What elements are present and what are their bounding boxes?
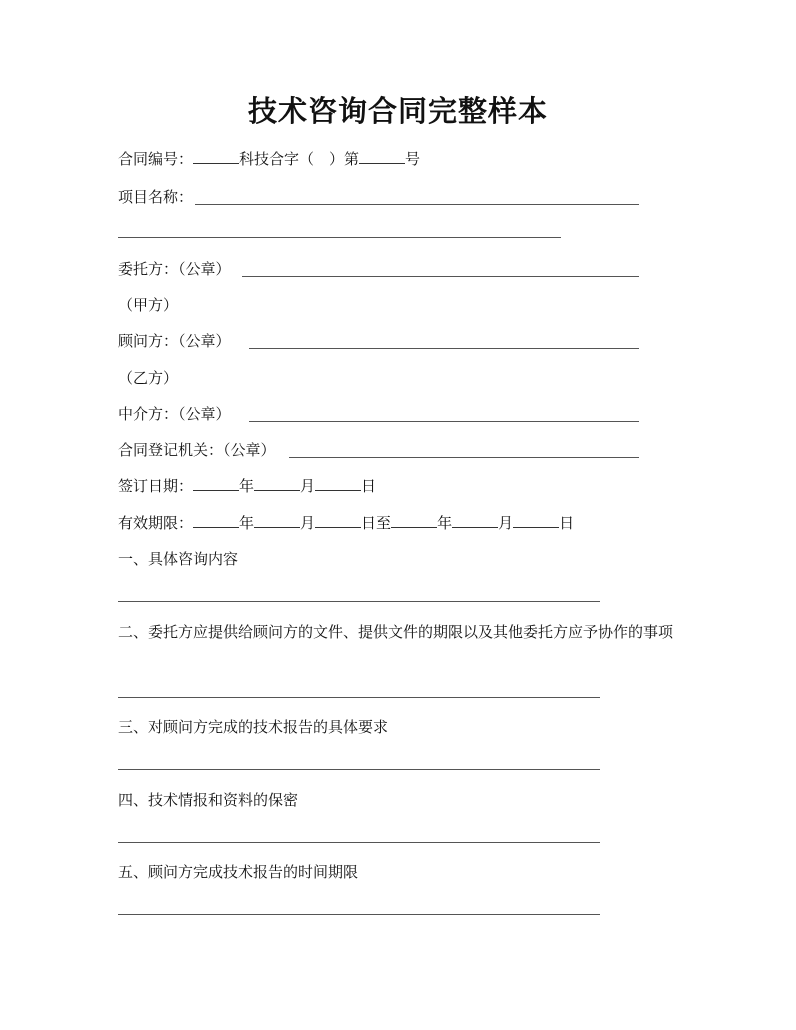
client-role: （甲方） xyxy=(118,296,179,314)
section-5-heading: 五、顾问方完成技术报告的时间期限 xyxy=(118,863,359,881)
project-name-blank-continued[interactable] xyxy=(118,237,561,238)
validity-label: 有效期限： xyxy=(118,514,194,532)
validity-end-month-blank[interactable] xyxy=(452,512,498,528)
validity-end-month-unit: 月 xyxy=(498,514,514,532)
sign-date-row xyxy=(118,475,376,497)
validity-end-day-unit: 日 xyxy=(559,514,575,532)
sign-month-blank[interactable] xyxy=(254,475,300,491)
sign-day-unit: 日 xyxy=(361,477,377,495)
section-4-heading: 四、技术情报和资料的保密 xyxy=(118,791,299,809)
project-name-label: 项目名称： xyxy=(118,188,194,206)
validity-end-year-unit: 年 xyxy=(437,514,453,532)
section-5-blank[interactable] xyxy=(118,914,600,915)
intermediary-blank[interactable] xyxy=(249,421,639,422)
validity-start-day-blank[interactable] xyxy=(315,512,361,528)
contract-serial-blank[interactable] xyxy=(359,148,405,164)
contract-number-label: 合同编号： xyxy=(118,150,194,168)
sign-month-unit: 月 xyxy=(300,477,316,495)
consultant-label: 顾问方：（公章） xyxy=(118,332,231,350)
sign-year-blank[interactable] xyxy=(193,475,239,491)
validity-start-day-unit: 日至 xyxy=(361,514,392,532)
consultant-blank[interactable] xyxy=(249,348,639,349)
registry-blank[interactable] xyxy=(289,457,639,458)
sign-year-unit: 年 xyxy=(239,477,255,495)
client-blank[interactable] xyxy=(242,276,639,277)
section-2-blank[interactable] xyxy=(118,697,600,698)
section-3-heading: 三、对顾问方完成的技术报告的具体要求 xyxy=(118,718,389,736)
validity-start-month-blank[interactable] xyxy=(254,512,300,528)
sign-day-blank[interactable] xyxy=(315,475,361,491)
document-title: 技术咨询合同完整样本 xyxy=(247,94,548,128)
intermediary-label: 中介方：（公章） xyxy=(118,405,231,423)
sign-date-label: 签订日期： xyxy=(118,477,194,495)
consultant-role: （乙方） xyxy=(118,369,179,387)
validity-end-year-blank[interactable] xyxy=(391,512,437,528)
section-3-blank[interactable] xyxy=(118,769,600,770)
validity-end-day-blank[interactable] xyxy=(513,512,559,528)
project-name-blank[interactable] xyxy=(195,204,639,205)
contract-number-middle: 科技合字（ ）第 xyxy=(239,150,360,168)
client-label: 委托方：（公章） xyxy=(118,260,231,278)
validity-start-year-blank[interactable] xyxy=(193,512,239,528)
contract-number-suffix: 号 xyxy=(405,150,421,168)
section-2-heading: 二、委托方应提供给顾问方的文件、提供文件的期限以及其他委托方应予协作的事项 xyxy=(118,623,674,641)
registry-label: 合同登记机关：（公章） xyxy=(118,441,276,459)
contract-number-blank[interactable] xyxy=(193,148,239,164)
section-1-blank[interactable] xyxy=(118,601,600,602)
validity-start-year-unit: 年 xyxy=(239,514,255,532)
section-4-blank[interactable] xyxy=(118,842,600,843)
validity-start-month-unit: 月 xyxy=(300,514,316,532)
validity-row xyxy=(118,512,574,534)
section-1-heading: 一、具体咨询内容 xyxy=(118,550,239,568)
contract-number-row xyxy=(118,148,420,170)
